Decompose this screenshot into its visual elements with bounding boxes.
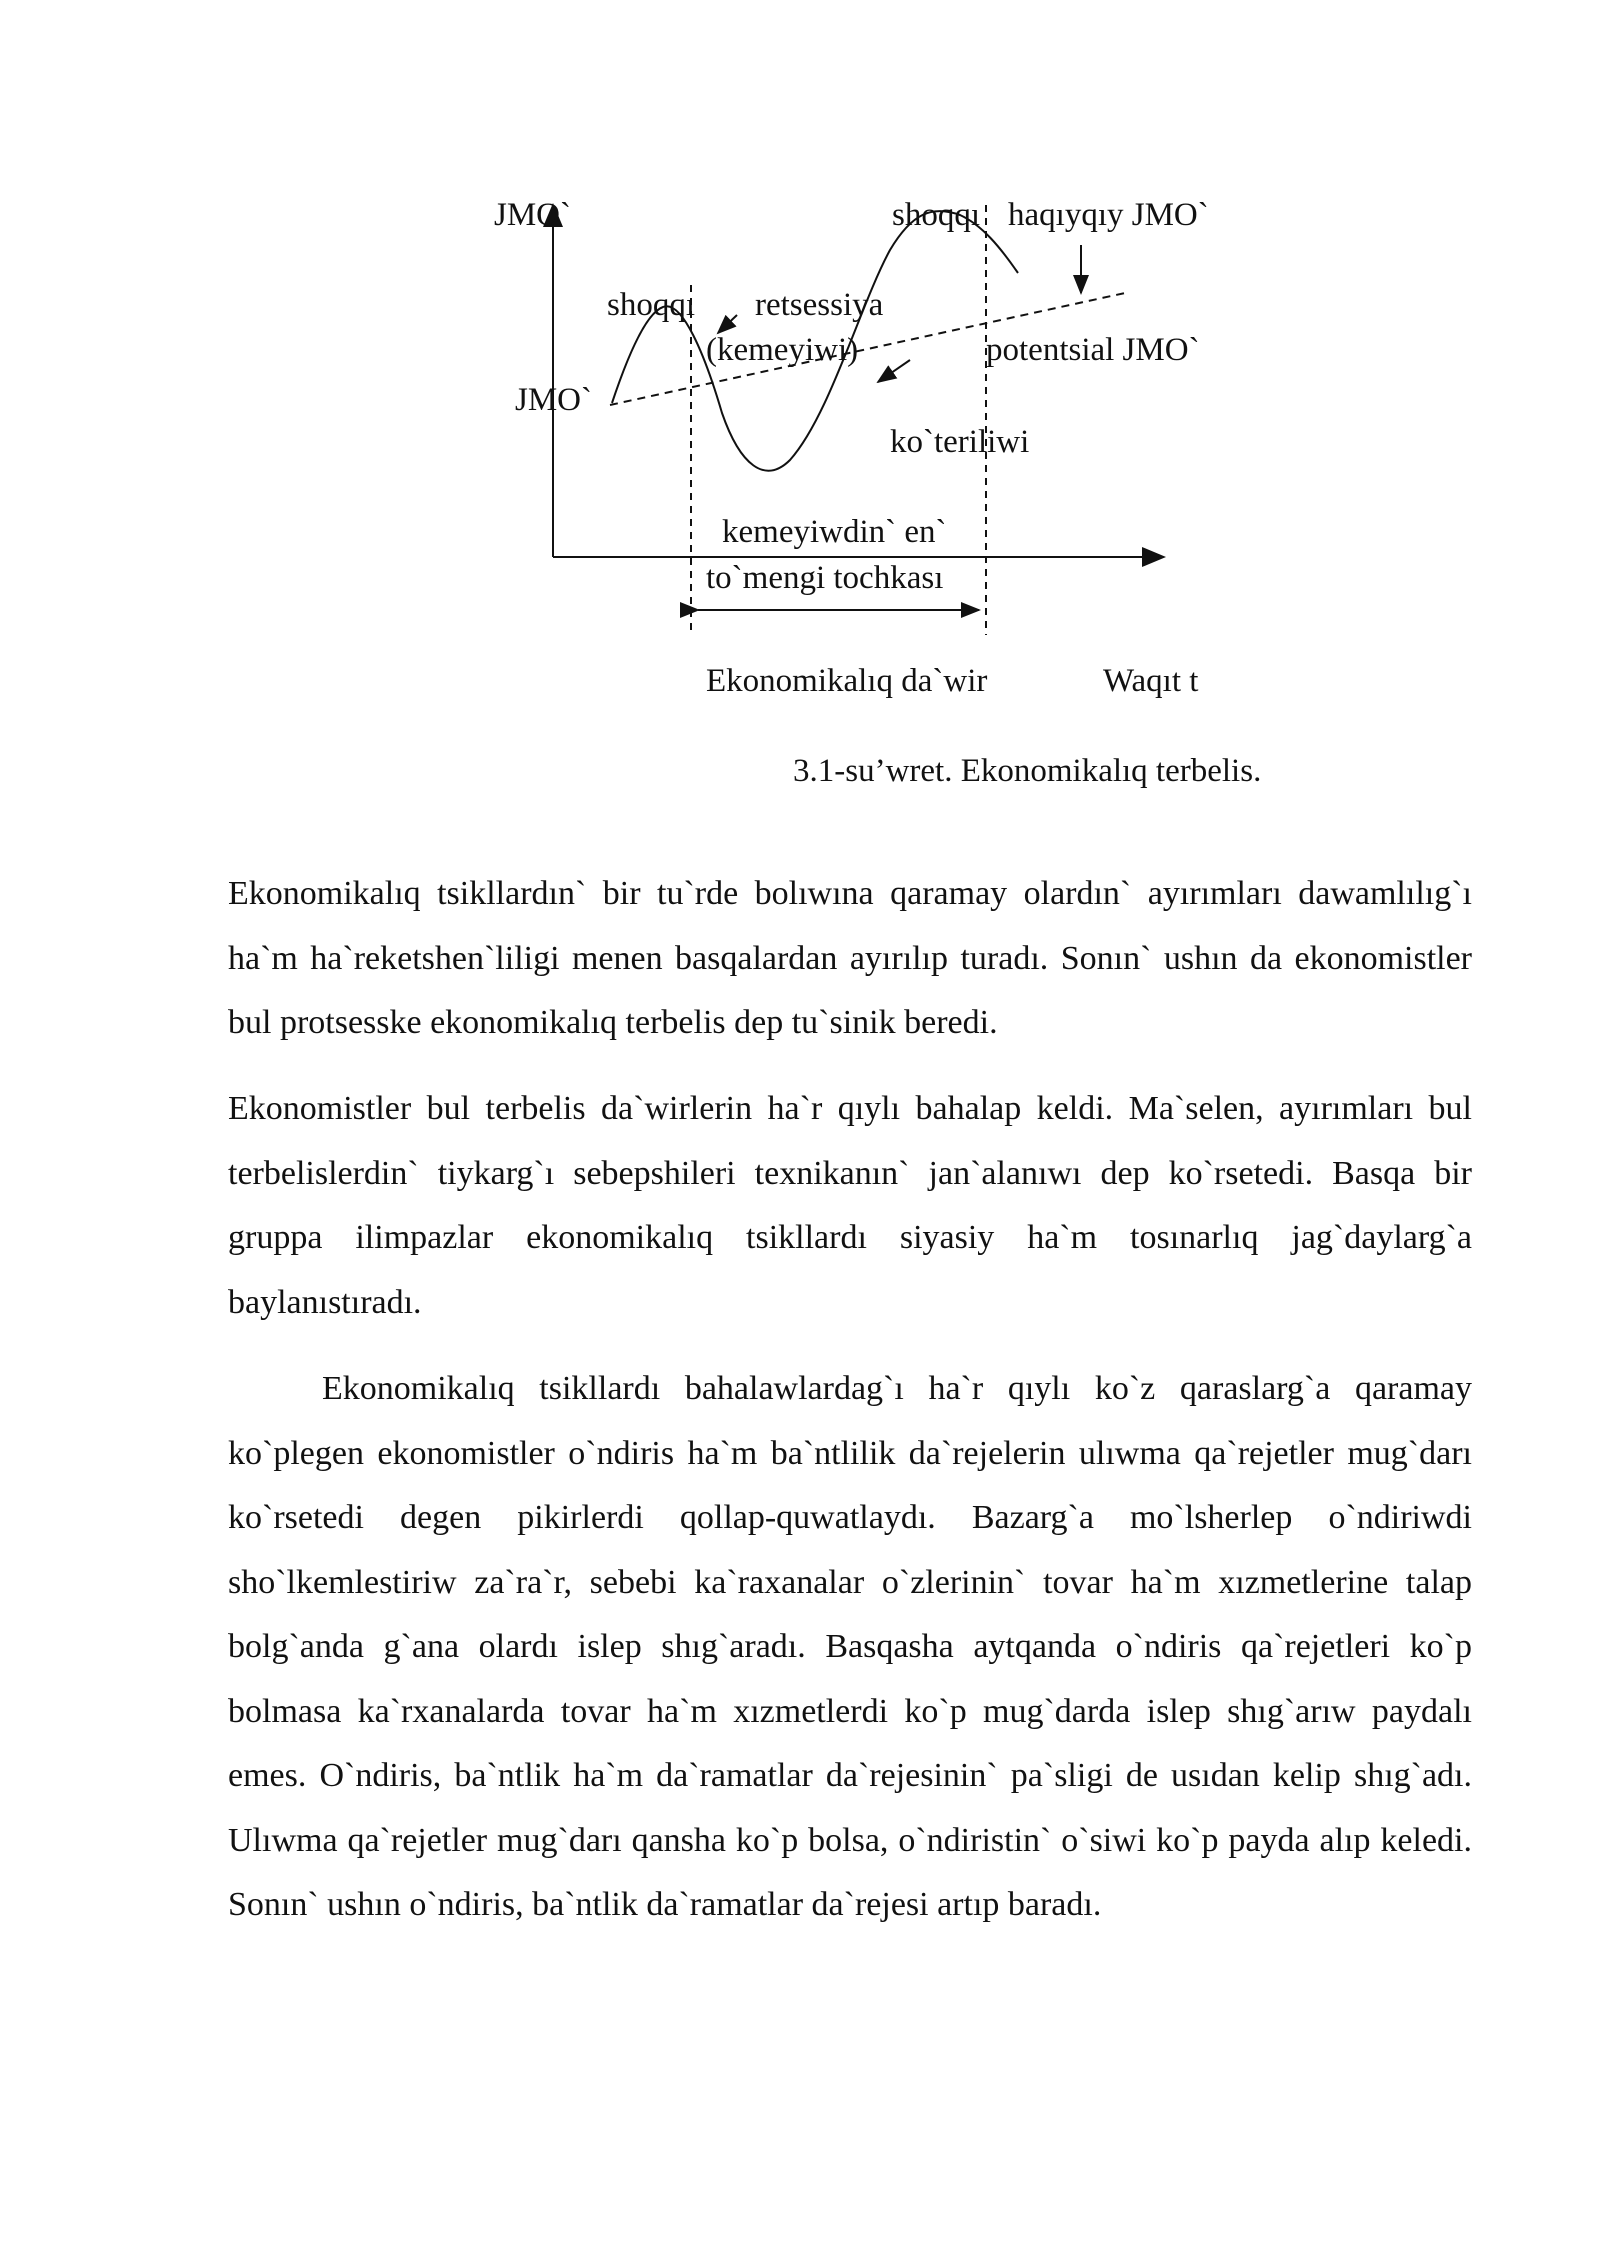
economic-cycle-figure — [450, 185, 1270, 805]
y-axis-mid-label: JMO` — [515, 382, 593, 418]
economic-cycle-diagram — [450, 185, 1270, 805]
actual-gdp-label: haqıyqıy JMO` — [1008, 197, 1209, 233]
trough-label-line1: kemeyiwdin` en` — [722, 514, 947, 550]
expansion-label: ko`teriliwi — [890, 424, 1030, 460]
paragraph-2 — [228, 1077, 1472, 1335]
figure-caption: 3.1-su’wret. Ekonomikalıq terbelis. — [793, 753, 1262, 789]
decline-label: (kemeyiwi) — [706, 332, 859, 368]
paragraph-3 — [228, 1357, 1472, 1938]
paragraph-3-text: Ekonomikalıq tsikllardı bahalawlardag`ı ha`r qıylı ko`z qaraslarg`a qaramay ko`plegen ekonomistler o`ndiris ha`m ba`ntlilik da`rejelerin ulıwma qa`rejetler mug`darı ko`rsetedi degen pikirlerdi qollap-quwatlaydı. Bazarg`a mo`lsherlep o`ndiriwdi sho`lkemlestiriw za`ra`r, sebebi ka`raxanalar o`zlerinin` tovar ha`m xızmetlerine talap bolg`anda g`ana olardı islep shıg`aradı. Basqasha aytqanda o`ndiris qa`rejetleri ko`p bolmasa ka`rxanalarda tovar ha`m xızmetlerdi ko`p mug`darda islep shıg`arıw paydalı emes. O`ndiris, ba`ntlik ha`m da`ramatlar da`rejesinin` pa`sligi de usıdan kelip shıg`adı. Ulıwma qa`rejetler mug`darı qansha ko`p bolsa, o`ndiristin` o`siwi ko`p payda alıp keledi. Sonın` ushın o`ndiris, ba`ntlik da`ramatlar da`rejesi artıp baradı. — [228, 1370, 1472, 1923]
recession-label: retsessiya — [755, 287, 884, 323]
paragraph-2-text: Ekonomistler bul terbelis da`wirlerin ha`r qıylı bahalap keldi. Ma`selen, ayırımları bul terbelislerdin` tiykarg`ı sebepshileri texnikanın` jan`alanıwı dep ko`rsetedi. Basqa bir gruppa ilimpazlar ekonomikalıq tsikllardı siyasiy ha`m tosınarlıq jag`daylarg`a baylanıstıradı. — [228, 1090, 1472, 1321]
paragraph-1 — [228, 862, 1472, 1056]
trough-label-line2: to`mengi tochkası — [706, 560, 944, 596]
potential-gdp-label: potentsial JMO` — [986, 332, 1200, 368]
paragraph-1-text: Ekonomikalıq tsikllardın` bir tu`rde bolıwına qaramay olardın` ayırımları dawamlılıg`ı ha`m ha`reketshen`liligi menen basqalardan ayırılıp turadı. Sonın` ushın da ekonomistler bul protsesske ekonomikalıq terbelis dep tu`sinik beredi. — [228, 875, 1472, 1041]
expansion-pointer-arrow — [878, 360, 910, 382]
peak-left-label: shoqqı — [607, 287, 696, 323]
recession-pointer-arrow — [718, 315, 737, 333]
peak-right-label: shoqqı — [892, 197, 981, 233]
cycle-label: Ekonomikalıq da`wir — [706, 663, 988, 699]
time-axis-label: Waqıt t — [1103, 663, 1199, 699]
y-axis-top-label: JMO` — [494, 197, 572, 233]
